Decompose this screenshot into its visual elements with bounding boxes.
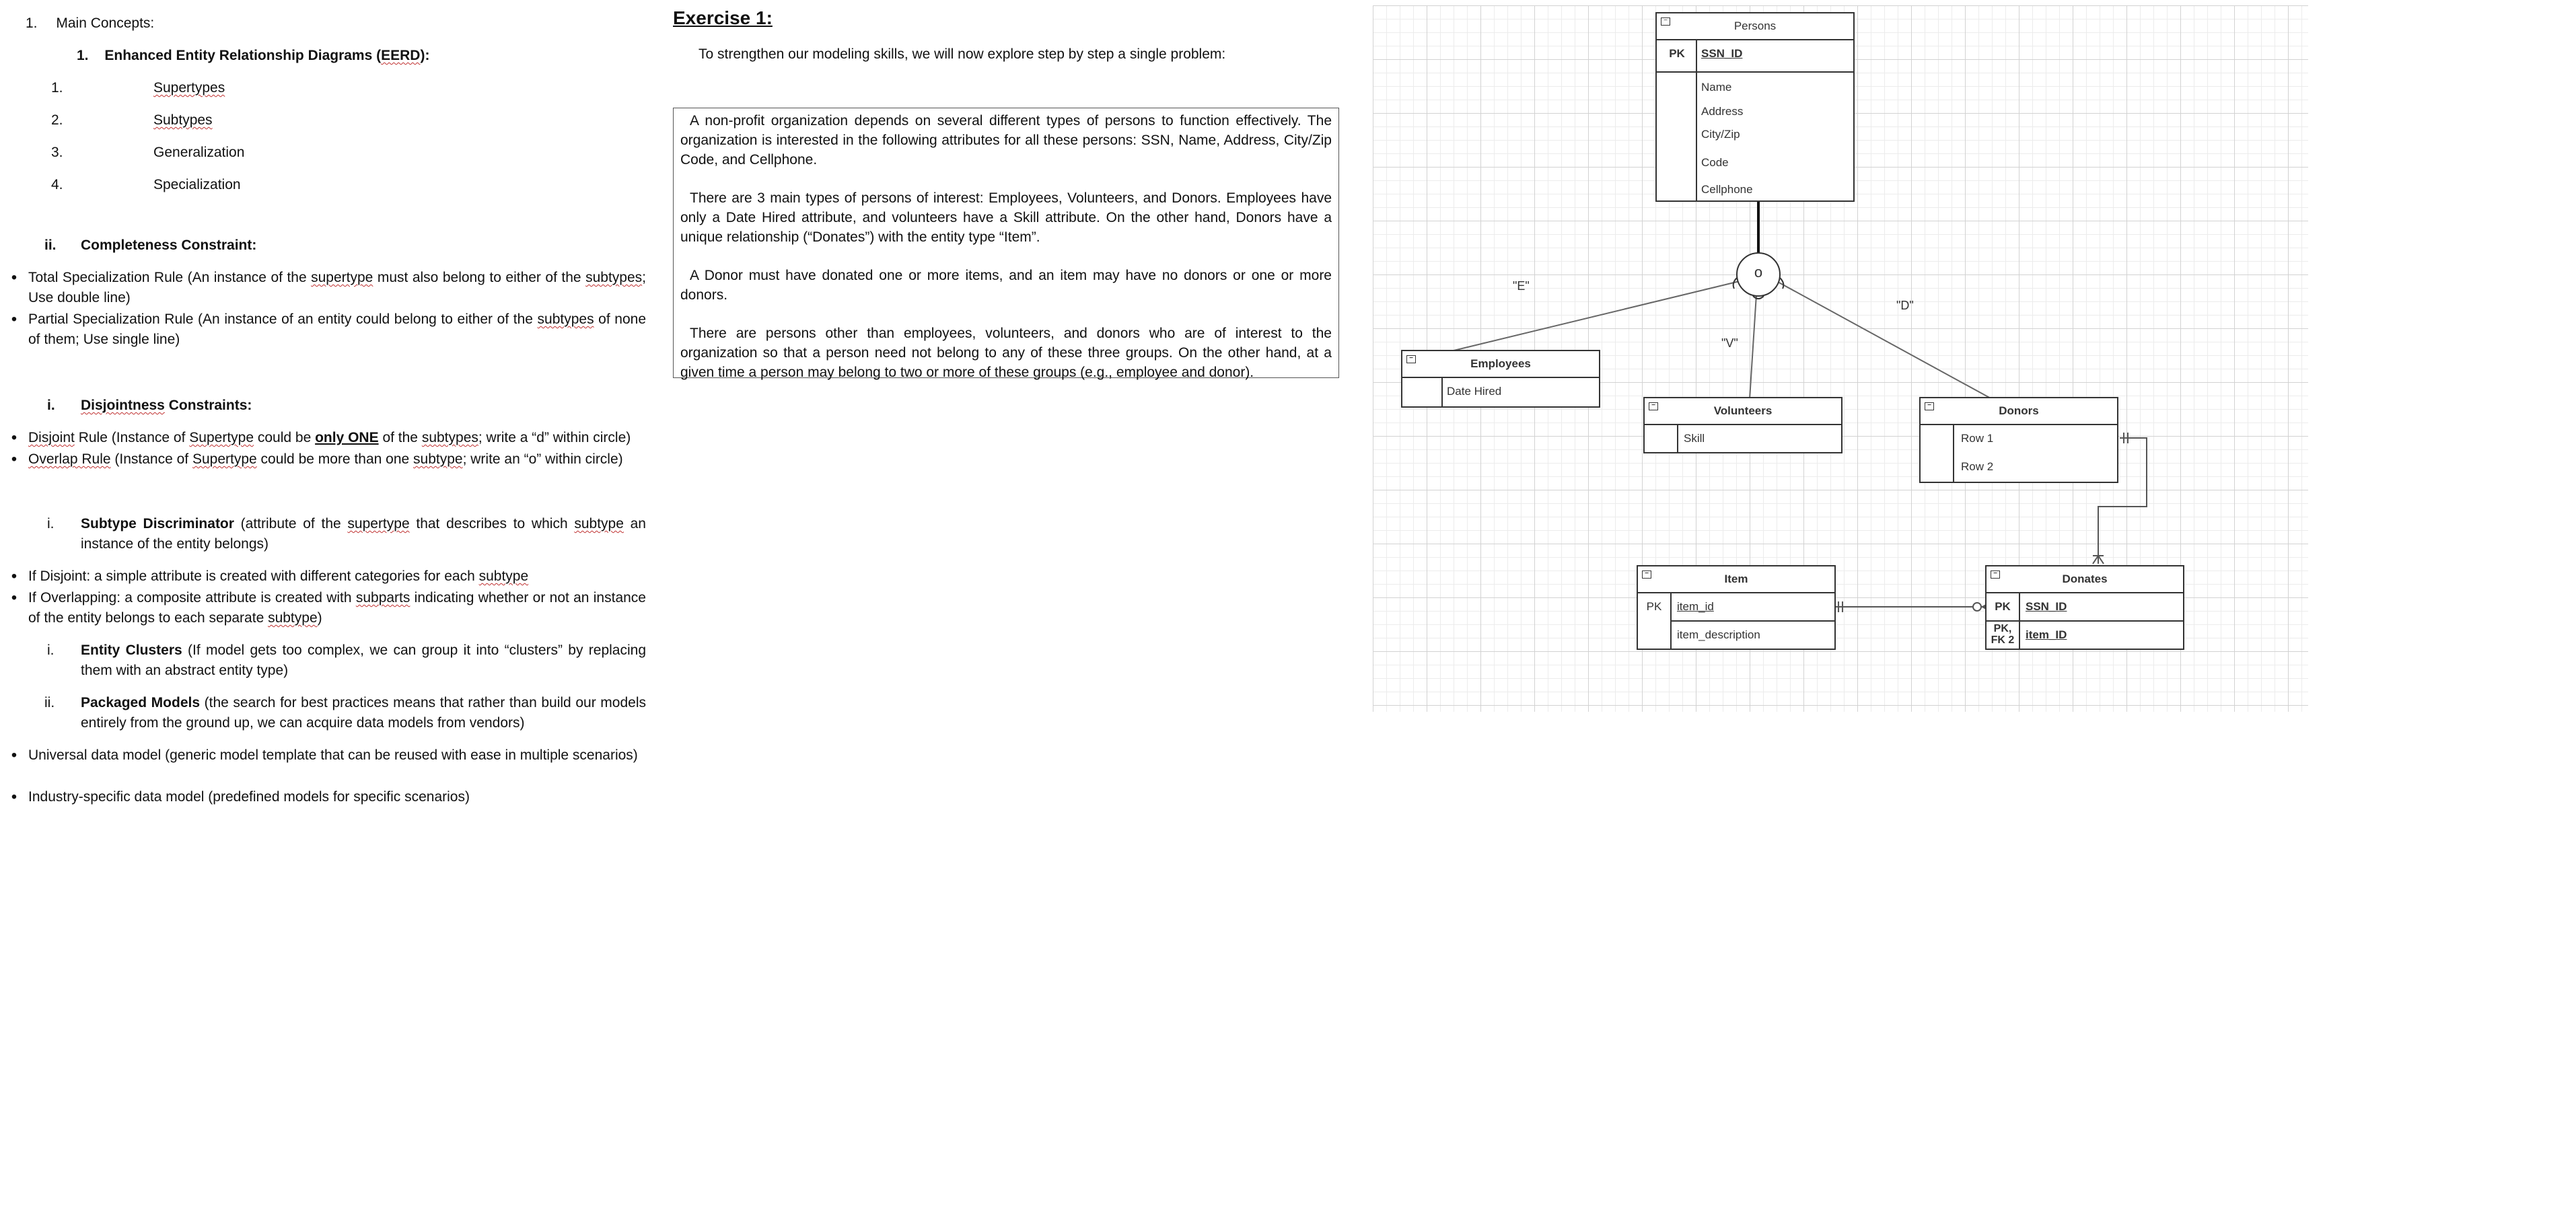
main-concepts-heading — [26, 13, 154, 34]
discriminator-bullet: • If Disjoint: a simple attribute is created with different categories for each subtype — [11, 567, 529, 585]
donors-entity[interactable] — [1919, 397, 2118, 483]
entity-title: Donors — [1999, 404, 2039, 417]
entity-title: Volunteers — [1713, 404, 1773, 417]
attribute: Code — [1701, 156, 1729, 169]
subset-arc — [1733, 278, 1737, 289]
eerd-title: Enhanced Entity Relationship Diagrams ( — [104, 48, 382, 63]
attribute: Row 2 — [1961, 460, 1994, 473]
key-attribute: item_id — [1677, 600, 1714, 613]
lecture-notes — [0, 0, 659, 1215]
model-bullet: • Industry-specific data model (predefined models for specific scenarios) — [11, 788, 470, 806]
circle-symbol: o — [1754, 264, 1763, 281]
employees-entity[interactable] — [1401, 350, 1600, 408]
volunteers-entity[interactable] — [1643, 397, 1842, 453]
disjointness-bullet: • Disjoint Rule (Instance of Supertype could be only ONE of the subtypes; write a “d” within circle) — [11, 429, 631, 447]
item-entity[interactable] — [1637, 565, 1836, 650]
outline-number: 1. — [51, 80, 63, 96]
attribute: Address — [1701, 105, 1744, 118]
pk-label: PK — [1646, 600, 1662, 613]
concept-item — [51, 175, 241, 195]
concept-label: Generalization — [153, 145, 245, 160]
line-to-employees — [1448, 281, 1740, 352]
pk-label: PK — [1995, 600, 2011, 613]
key-attribute: item_ID — [2026, 628, 2067, 641]
problem-statement-box — [673, 108, 1339, 378]
attribute: Date Hired — [1447, 385, 1502, 398]
concept-item — [51, 110, 213, 131]
exercise-section — [673, 0, 1353, 1215]
attribute: City/Zip — [1701, 128, 1740, 141]
collapse-icon[interactable]: − — [1642, 570, 1651, 579]
attribute: Skill — [1684, 432, 1705, 445]
discriminator-label-v: "V" — [1721, 336, 1738, 350]
packaged-models-item: ii. Packaged Models (the search for best practices means that rather than build our models entirely from the ground up, we can acquire data models from vendors) — [44, 693, 646, 733]
outline-number: i. — [47, 642, 55, 658]
concept-label: Supertypes — [153, 80, 225, 96]
pk-label: PK — [1669, 47, 1685, 60]
collapse-icon[interactable]: − — [1649, 402, 1658, 410]
concept-item — [51, 143, 245, 163]
persons-entity[interactable] — [1655, 12, 1855, 202]
collapse-icon[interactable]: − — [1661, 17, 1670, 26]
completeness-heading — [44, 235, 257, 256]
outline-number: i. — [47, 516, 55, 531]
eerd-title-end: ): — [420, 48, 430, 63]
main-concepts-title: Main Concepts: — [56, 15, 155, 31]
problem-paragraph: A non-profit organization depends on several different types of persons to function effectively. The organization is interested in the following attributes for all these persons: SSN, Name, Address, City/Zip Code, and Cellphone. — [680, 113, 1332, 168]
outline-number: 3. — [51, 145, 63, 160]
outline-number: 4. — [51, 177, 63, 192]
eerd-acronym: EERD — [381, 48, 421, 63]
disjointness-bullet: • Overlap Rule (Instance of Supertype could be more than one subtype; write an “o” within circle) — [11, 450, 623, 468]
problem-paragraph: A Donor must have donated one or more items, and an item may have no donors or one or more donors. — [680, 268, 1332, 303]
outline-number: 2. — [51, 112, 63, 128]
key-attribute: SSN_ID — [1701, 47, 1743, 60]
eerd-heading — [77, 46, 429, 66]
subtype-discriminator-item: i. Subtype Discriminator (attribute of the supertype that describes to which subtype an instance of the entity belongs) — [47, 514, 646, 554]
line-to-donors — [1777, 281, 1992, 399]
entity-title: Persons — [1733, 20, 1777, 32]
attribute: item_description — [1677, 628, 1760, 641]
completeness-bullet: • Total Specialization Rule (An instance of the supertype must also belong to either of the subtypes; Use double line) — [11, 268, 646, 305]
problem-paragraph: There are 3 main types of persons of interest: Employees, Volunteers, and Donors. Employees have only a Date Hired attribute, and volunteers have a Skill attribute. On the other hand, Donors have a unique relationship (“Donates”) with the entity type “Item”. — [680, 190, 1332, 245]
entity-title: Item — [1724, 573, 1748, 585]
concept-label: Specialization — [153, 177, 241, 192]
outline-number: 1. — [77, 48, 89, 63]
outline-number: ii. — [44, 237, 57, 253]
entity-title: Employees — [1470, 357, 1531, 370]
completeness-title: Completeness Constraint: — [81, 237, 257, 253]
problem-paragraph: There are persons other than employees, volunteers, and donors who are of interest to the organization so that a person need not belong to any of these three groups. On the other hand, at a given time a person may belong to two or more of these groups (e.g., employee and donor). — [680, 326, 1332, 380]
exercise-title: Exercise 1: — [673, 7, 773, 28]
outline-number: i. — [47, 398, 55, 413]
collapse-icon[interactable]: − — [1991, 570, 2000, 579]
pk-fk-label: PK, FK 2 — [1991, 623, 2015, 646]
disjointness-heading: i. Disjointness Constraints: — [47, 398, 252, 413]
discriminator-bullet: • If Overlapping: a composite attribute is created with subparts indicating whether or not an instance of the entity belongs to each separate subtype) — [11, 589, 646, 626]
exercise-intro: To strengthen our modeling skills, we will now explore step by step a single problem: — [699, 46, 1226, 62]
discriminator-label-d: "D" — [1896, 299, 1914, 312]
model-bullet: • Universal data model (generic model template that can be reused with ease in multiple scenarios) — [11, 746, 638, 764]
line-to-volunteers — [1750, 295, 1756, 399]
attribute: Cellphone — [1701, 183, 1753, 196]
concept-item — [51, 78, 225, 98]
attribute: Name — [1701, 81, 1732, 94]
completeness-bullet: • Partial Specialization Rule (An instance of an entity could belong to either of the subtypes of none of them; Use single line) — [11, 310, 647, 347]
eerd-diagram-canvas — [1373, 5, 2308, 712]
collapse-icon[interactable]: − — [1925, 402, 1934, 410]
entity-clusters-item: i. Entity Clusters (If model gets too complex, we can group it into “clusters” by replacing them with an abstract entity type) — [47, 640, 646, 681]
discriminator-label-e: "E" — [1513, 279, 1530, 293]
collapse-icon[interactable]: − — [1406, 355, 1416, 363]
concept-label: Subtypes — [153, 112, 213, 128]
attribute: Row 1 — [1961, 432, 1994, 445]
outline-number: 1. — [26, 15, 38, 31]
entity-title: Donates — [2062, 573, 2108, 585]
donates-entity[interactable] — [1985, 565, 2184, 650]
outline-number: ii. — [44, 695, 55, 710]
key-attribute: SSN_ID — [2026, 600, 2067, 613]
